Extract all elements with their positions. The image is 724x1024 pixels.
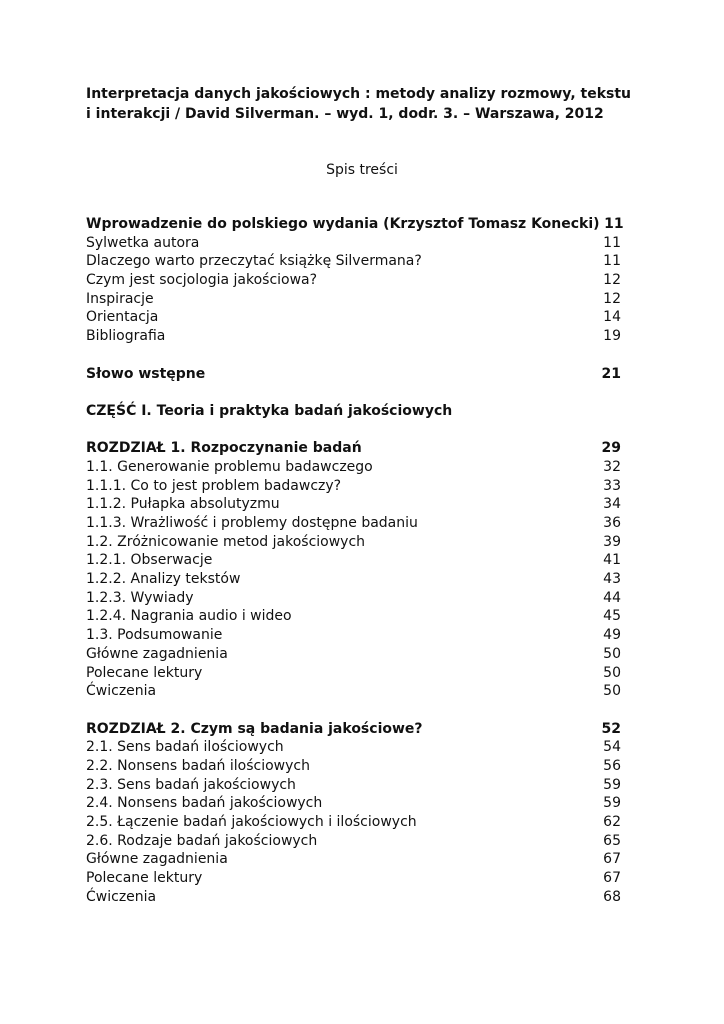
toc-entry-page: 54	[603, 739, 621, 756]
toc-entry-page: 45	[603, 608, 621, 625]
toc-entry-page: 50	[603, 683, 621, 700]
toc-entry-title: 1.1. Generowanie problemu badawczego	[86, 458, 373, 475]
toc-row	[86, 458, 621, 477]
toc-entry-title: 2.3. Sens badań jakościowych	[86, 776, 296, 793]
toc-entry-title: 2.1. Sens badań ilościowych	[86, 739, 284, 756]
toc-spacer	[86, 346, 621, 365]
toc-row	[86, 477, 621, 496]
toc-row	[86, 327, 621, 346]
toc-entry-page: 67	[603, 851, 621, 868]
toc-row	[86, 290, 621, 309]
toc-entry-title: 2.5. Łączenie badań jakościowych i ilościowych	[86, 814, 417, 830]
toc-entry-page: 67	[603, 870, 621, 887]
toc-entry-title: 1.1.2. Pułapka absolutyzmu	[86, 496, 280, 513]
toc-row	[86, 308, 621, 327]
toc-row	[86, 271, 621, 290]
toc-entry-title: Główne zagadnienia	[86, 851, 228, 868]
toc-entry-title: 1.2.2. Analizy tekstów	[86, 571, 241, 588]
toc-row	[86, 533, 621, 552]
toc-entry-title: Polecane lektury	[86, 664, 203, 681]
toc-section-row	[86, 365, 621, 384]
toc-entry-title: 2.6. Rodzaje badań jakościowych	[86, 832, 318, 849]
toc-row	[86, 776, 621, 795]
toc-entry-title: 2.2. Nonsens badań ilościowych	[86, 757, 310, 774]
toc-entry-title: Inspiracje	[86, 290, 154, 307]
toc-section-row	[86, 720, 621, 739]
table-of-contents	[86, 215, 624, 906]
toc-row	[86, 495, 621, 514]
toc-entry-page: 68	[603, 888, 621, 905]
toc-entry-title: Słowo wstępne	[86, 365, 206, 382]
toc-entry-page: 11	[604, 216, 624, 232]
toc-row	[86, 888, 621, 907]
toc-entry-title: 1.1.3. Wrażliwość i problemy dostępne badaniu	[86, 515, 418, 531]
toc-spacer	[86, 421, 621, 440]
toc-row	[86, 252, 621, 271]
toc-entry-page: 12	[603, 290, 621, 307]
toc-entry-title: Ćwiczenia	[86, 683, 157, 700]
toc-row	[86, 551, 621, 570]
toc-entry-page: 41	[603, 552, 621, 569]
toc-row	[86, 607, 621, 626]
toc-row	[86, 832, 621, 851]
toc-row	[86, 589, 621, 608]
toc-entry-title: Orientacja	[86, 309, 159, 326]
toc-entry-page: 21	[601, 365, 621, 382]
toc-row	[86, 682, 621, 701]
toc-section-row	[86, 402, 621, 421]
toc-entry-page: 44	[603, 589, 621, 606]
toc-entry-title: Sylwetka autora	[86, 234, 200, 251]
toc-entry-title: Dlaczego warto przeczytać książkę Silvermana?	[86, 253, 422, 270]
toc-entry-title: 2.4. Nonsens badań jakościowych	[86, 795, 323, 812]
toc-row	[86, 850, 621, 869]
toc-spacer	[86, 701, 621, 720]
toc-entry-page: 11	[603, 234, 621, 251]
toc-entry-page: 59	[603, 776, 621, 793]
toc-entry-title: 1.2.4. Nagrania audio i wideo	[86, 608, 292, 625]
toc-entry-page: 59	[603, 795, 621, 812]
toc-entry-page: 56	[603, 757, 621, 774]
toc-entry-title: 1.3. Podsumowanie	[86, 627, 223, 644]
toc-entry-page: 50	[603, 664, 621, 681]
bibliographic-header: Interpretacja danych jakościowych : metody analizy rozmowy, tekstu i interakcji / David Silverman. – wyd. 1, dodr. 3. – Warszawa, 2012	[86, 86, 632, 122]
toc-row	[86, 757, 621, 776]
toc-entry-title: 1.2.3. Wywiady	[86, 589, 194, 606]
toc-spacer	[86, 383, 621, 402]
toc-row	[86, 813, 621, 832]
toc-row	[86, 645, 621, 664]
toc-heading: Spis treści	[326, 162, 398, 178]
toc-entry-title: Główne zagadnienia	[86, 645, 228, 662]
toc-entry-page: 33	[603, 477, 621, 494]
toc-row	[86, 626, 621, 645]
toc-row	[86, 869, 621, 888]
toc-entry-page: 52	[601, 720, 621, 737]
toc-entry-page: 49	[603, 627, 621, 644]
toc-entry-title: Wprowadzenie do polskiego wydania (Krzysztof Tomasz Konecki)	[86, 216, 600, 232]
toc-row	[86, 738, 621, 757]
toc-entry-page: 65	[603, 832, 621, 849]
toc-entry-title: Polecane lektury	[86, 870, 203, 887]
toc-entry-page: 29	[601, 440, 621, 457]
toc-section-row	[86, 439, 621, 458]
toc-row	[86, 234, 621, 253]
toc-entry-title: 1.2.1. Obserwacje	[86, 552, 213, 569]
toc-entry-page: 34	[603, 496, 621, 513]
toc-entry-page: 32	[603, 458, 621, 475]
toc-entry-title: ROZDZIAŁ 2. Czym są badania jakościowe?	[86, 720, 423, 737]
toc-entry-title: 1.2. Zróżnicowanie metod jakościowych	[86, 533, 366, 550]
toc-entry-page: 50	[603, 645, 621, 662]
toc-entry-title: CZĘŚĆ I. Teoria i praktyka badań jakościowych	[86, 402, 453, 419]
toc-entry-page: 36	[603, 515, 621, 531]
toc-entry-title: Czym jest socjologia jakościowa?	[86, 272, 318, 289]
toc-entry-page: 12	[603, 272, 621, 289]
toc-section-row	[86, 215, 624, 234]
toc-row	[86, 794, 621, 813]
toc-entry-page: 11	[603, 253, 621, 270]
toc-row	[86, 664, 621, 683]
toc-entry-title: ROZDZIAŁ 1. Rozpoczynanie badań	[86, 440, 362, 457]
toc-entry-title: Bibliografia	[86, 328, 166, 345]
toc-entry-page: 62	[603, 814, 621, 830]
toc-entry-title: Ćwiczenia	[86, 888, 157, 905]
toc-row	[86, 570, 621, 589]
toc-entry-page: 43	[603, 571, 621, 588]
toc-entry-page: 39	[603, 533, 621, 550]
toc-entry-page: 14	[603, 309, 621, 326]
toc-entry-page: 19	[603, 328, 621, 345]
toc-row	[86, 514, 621, 533]
toc-entry-title: 1.1.1. Co to jest problem badawczy?	[86, 477, 342, 494]
